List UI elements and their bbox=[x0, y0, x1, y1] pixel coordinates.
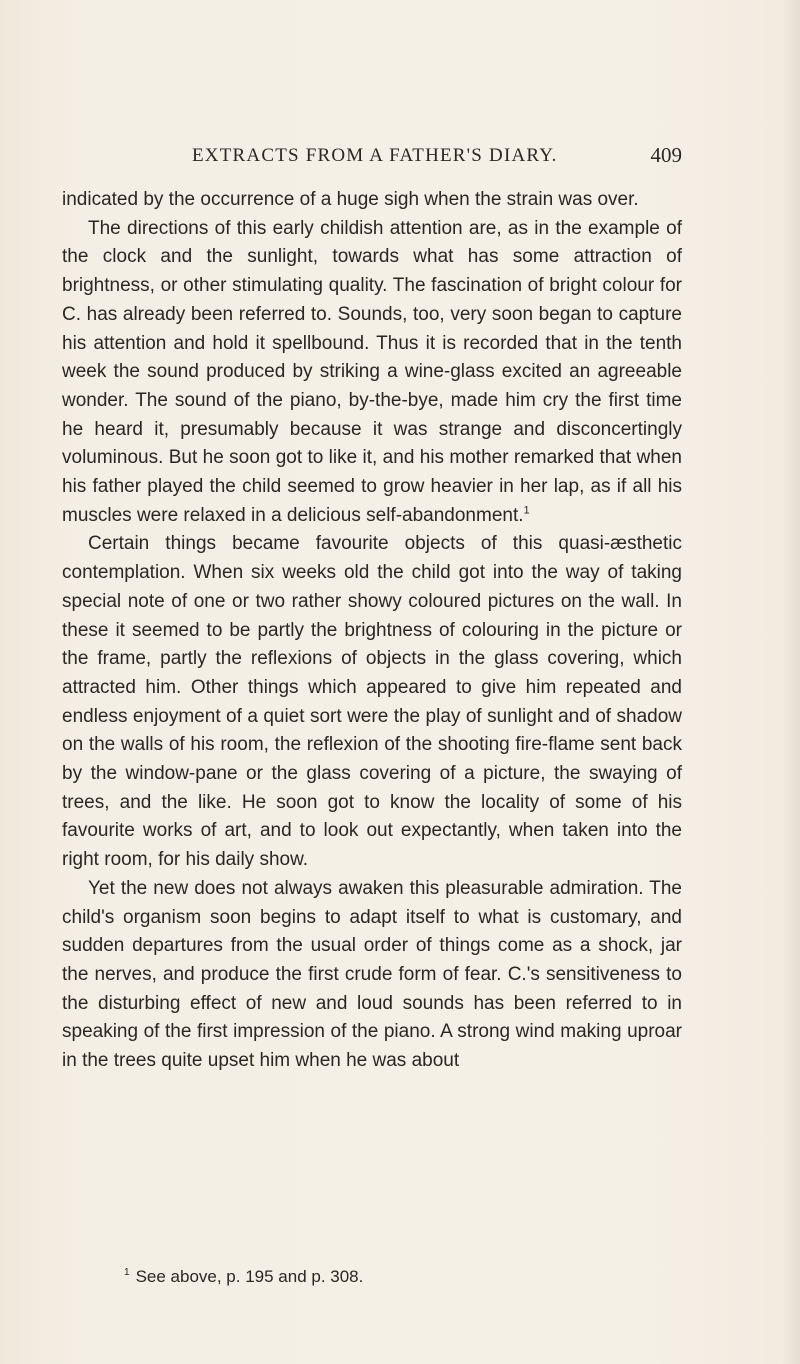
page-edge-shadow bbox=[782, 0, 800, 1364]
footnote-reference: 1 bbox=[523, 504, 530, 517]
paragraph-directions bbox=[62, 215, 682, 531]
body-text bbox=[62, 186, 682, 1076]
page-number: 409 bbox=[650, 143, 682, 167]
paragraph-new-admiration: Yet the new does not always awaken this pleasurable admiration. The child's organism soon begins to adapt itself to what is customary, and sudden departures from the usual order of things come as a shock, jar the nerves, and produce the first crude form of fear. C.'s sensitiveness to the disturbing effect of new and loud sounds has been referred to in speaking of the first impression of the piano. A strong wind making uproar in the trees quite upset him when he was about bbox=[62, 877, 682, 1072]
paragraph-favourite-objects: Certain things became favourite objects of this quasi-æsthetic contemplation. When six weeks old the child got into the way of taking special note of one or two rather showy coloured pictures on the wall. In these it seemed to be partly the brightness of colouring in the picture or the frame, partly the reflexions of objects in the glass covering, which attracted him. Other things which appeared to give him repeated and endless enjoyment of a quiet sort were the play of sunlight and of shadow on the walls of his room, the reflexion of the shooting fire-flame sent back by the window-pane or the glass covering of a picture, the swaying of trees, and the like. He soon got to know the locality of some of his favourite works of art, and to look out expectantly, when taken into the right room, for his daily show. bbox=[62, 533, 682, 871]
footnote-mark: 1 bbox=[124, 1267, 130, 1279]
paragraph-continued: indicated by the occurrence of a huge sigh when the strain was over. bbox=[62, 189, 639, 210]
footnote bbox=[124, 1266, 684, 1288]
footnote-text: See above, p. 195 and p. 308. bbox=[135, 1267, 364, 1286]
running-title: EXTRACTS FROM A FATHER'S DIARY. bbox=[192, 145, 558, 166]
paragraph-directions-text: The directions of this early childish attention are, as in the example of the clock and the sunlight, towards what has some attraction of brightness, or other stimulating quality. The fascination of bright colour for C. has already been referred to. Sounds, too, very soon began to capture his attention and hold it spellbound. Thus it is recorded that in the tenth week the sound produced by striking a wine-glass excited an agreeable wonder. The sound of the piano, by-the-bye, made him cry the first time he heard it, presumably because it was strange and disconcertingly voluminous. But he soon got to like it, and his mother remarked that when his father played the child seemed to grow heavier in her lap, as if all his muscles were relaxed in a delicious self-abandonment. bbox=[62, 217, 682, 526]
page-header bbox=[62, 143, 682, 177]
